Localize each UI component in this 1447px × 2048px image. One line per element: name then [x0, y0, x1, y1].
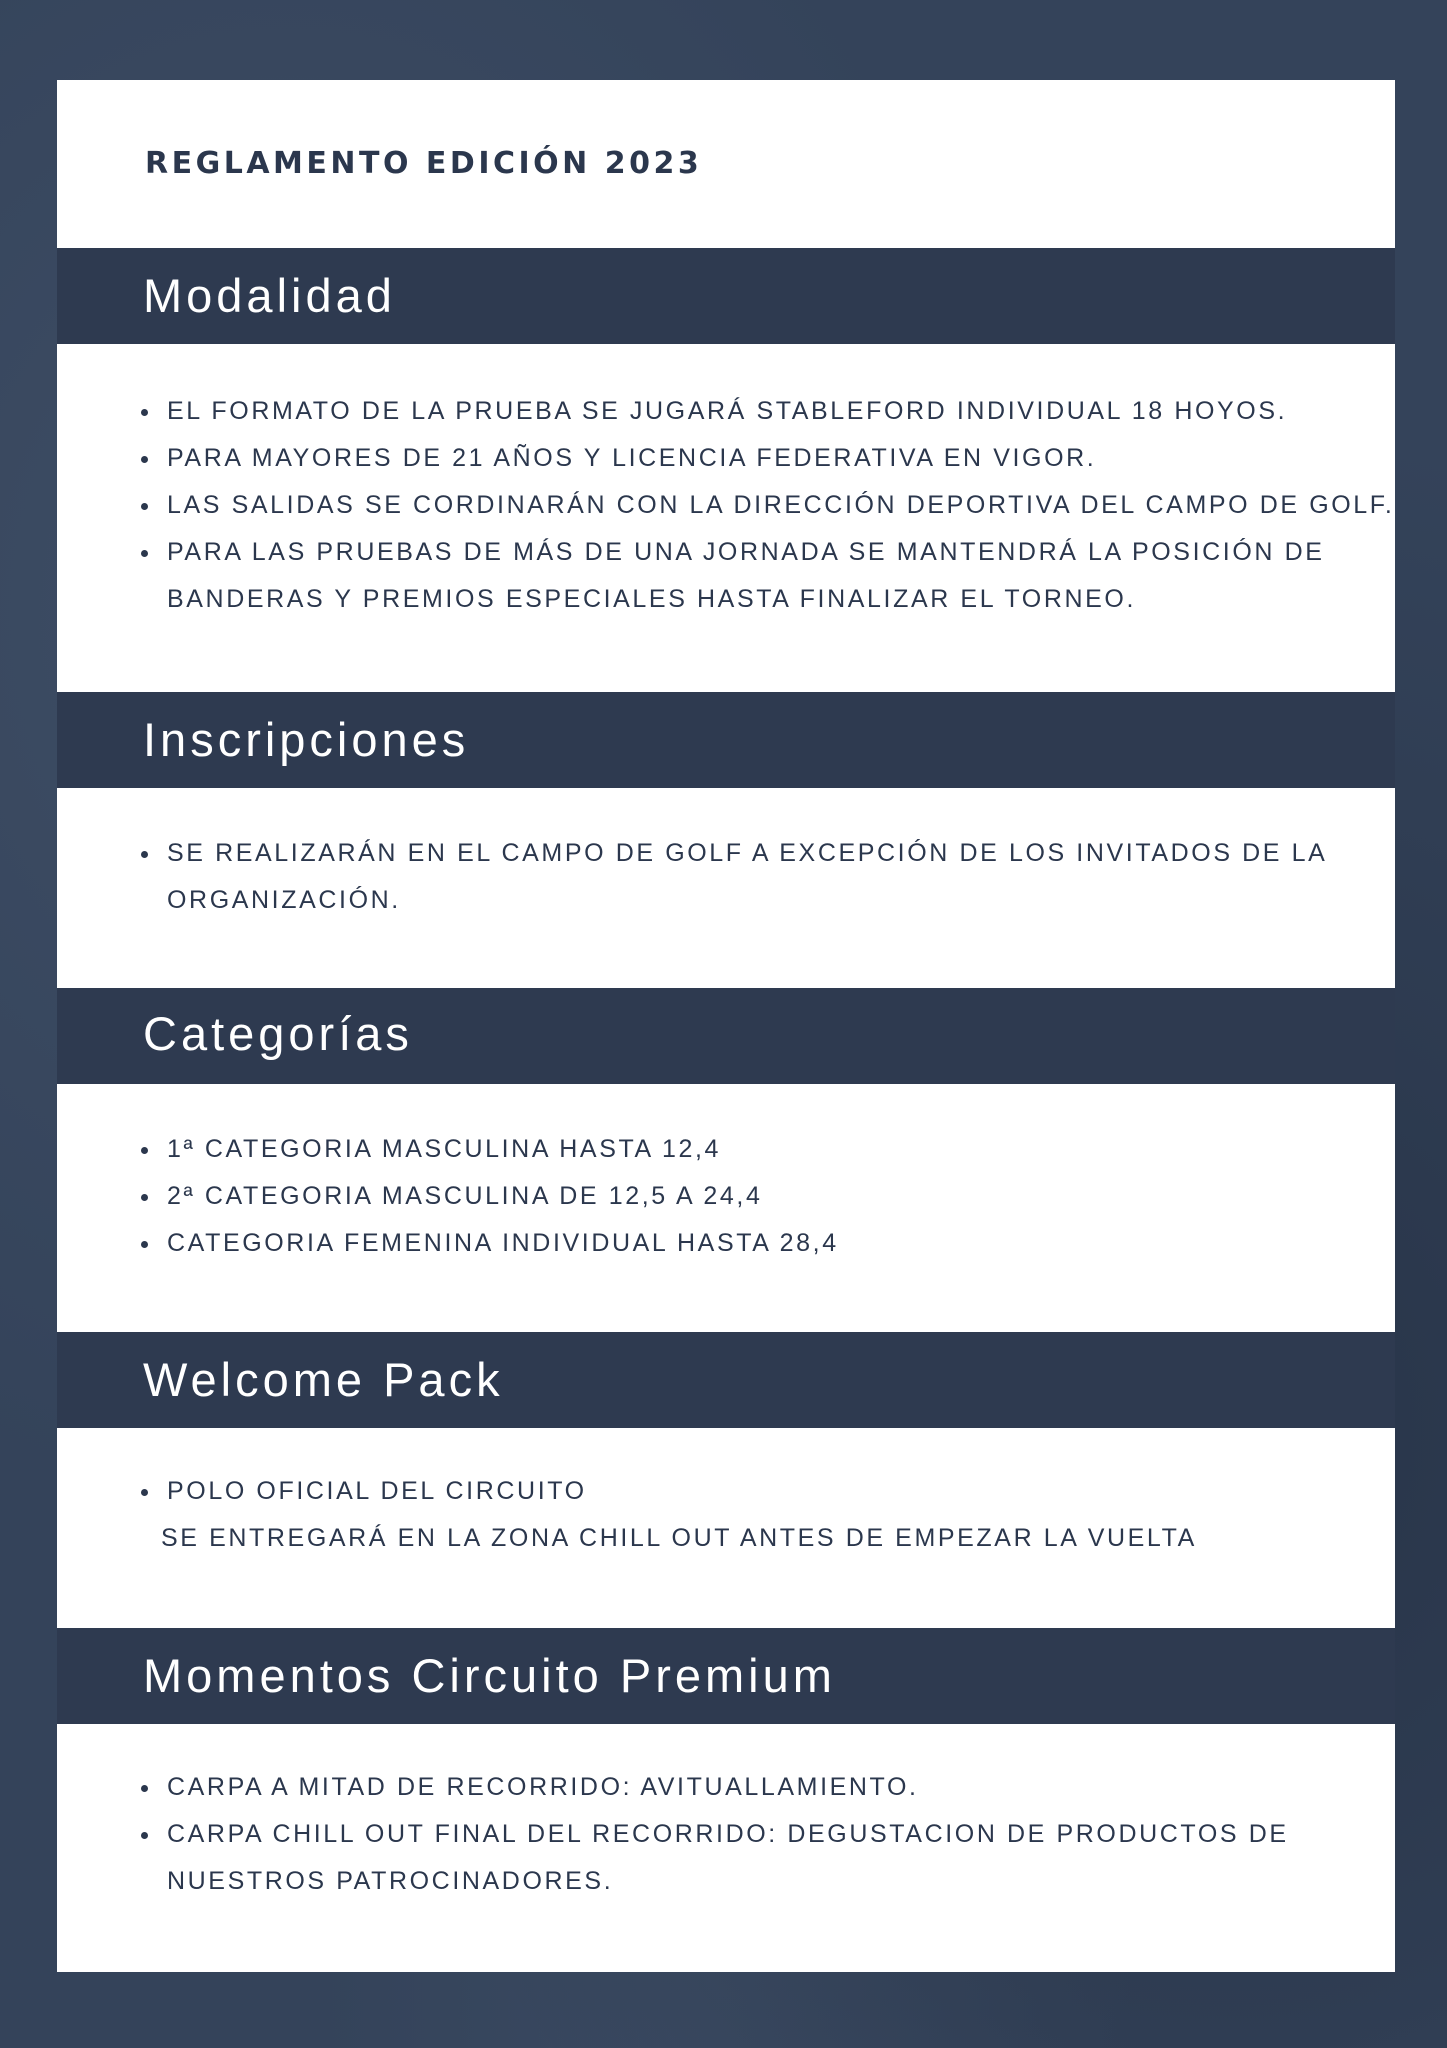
- list-item: [141, 1173, 1355, 1220]
- bullet-icon: [141, 1489, 148, 1496]
- bullet-icon: [141, 409, 148, 416]
- list-item-continuation: [141, 877, 1355, 924]
- list-item-text: EL FORMATO DE LA PRUEBA SE JUGARÁ STABLEFORD INDIVIDUAL 18 HOYOS.: [167, 397, 1288, 425]
- list-item-text: POLO OFICIAL DEL CIRCUITO: [167, 1477, 587, 1505]
- list-item-text: 1ª CATEGORIA MASCULINA HASTA 12,4: [167, 1135, 722, 1163]
- bullet-list: [141, 1126, 1355, 1267]
- list-item: [141, 529, 1355, 576]
- section-heading: Inscripciones: [143, 713, 470, 766]
- section-body-welcome-pack: [57, 1428, 1395, 1628]
- list-item-text: CATEGORIA FEMENINA INDIVIDUAL HASTA 28,4: [167, 1229, 839, 1257]
- list-item-continuation: [141, 576, 1355, 623]
- bullet-icon: [141, 1194, 148, 1201]
- bullet-list: [141, 388, 1395, 623]
- list-item: [141, 388, 1355, 435]
- section-body-modalidad: [57, 344, 1395, 692]
- list-item-text: CARPA CHILL OUT FINAL DEL RECORRIDO: DEGUSTACION DE PRODUCTOS DE: [167, 1820, 1289, 1848]
- bullet-icon: [141, 1832, 148, 1839]
- section-heading: Modalidad: [143, 269, 396, 322]
- list-item: [141, 1764, 1355, 1811]
- list-item: [141, 830, 1355, 877]
- section-header-modalidad: [57, 248, 1395, 344]
- list-item-text: NUESTROS PATROCINADORES.: [167, 1867, 614, 1895]
- list-item-text: LAS SALIDAS SE CORDINARÁN CON LA DIRECCIÓN DEPORTIVA DEL CAMPO DE GOLF.: [167, 491, 1395, 519]
- list-item-text: ORGANIZACIÓN.: [167, 886, 401, 914]
- section-body-inscripciones: [57, 788, 1395, 988]
- bullet-icon: [141, 1785, 148, 1792]
- bullet-icon: [141, 503, 148, 510]
- list-item-text: PARA LAS PRUEBAS DE MÁS DE UNA JORNADA SE MANTENDRÁ LA POSICIÓN DE: [167, 538, 1325, 566]
- bullet-list: [141, 1764, 1355, 1905]
- section-body-categorias: [57, 1084, 1395, 1332]
- list-item: [141, 482, 1395, 529]
- document-title: REGLAMENTO EDICIÓN 2023: [145, 146, 703, 181]
- section-heading: Momentos Circuito Premium: [143, 1649, 836, 1702]
- list-item-text: 2ª CATEGORIA MASCULINA DE 12,5 A 24,4: [167, 1182, 763, 1210]
- bullet-icon: [141, 456, 148, 463]
- welcome-pack-note: SE ENTREGARÁ EN LA ZONA CHILL OUT ANTES DE EMPEZAR LA VUELTA: [161, 1524, 1197, 1552]
- list-item-text: BANDERAS Y PREMIOS ESPECIALES HASTA FINALIZAR EL TORNEO.: [167, 585, 1137, 613]
- section-header-momentos: [57, 1628, 1395, 1724]
- bullet-icon: [141, 1241, 148, 1248]
- section-header-categorias: [57, 988, 1395, 1084]
- list-item-text: SE REALIZARÁN EN EL CAMPO DE GOLF A EXCEPCIÓN DE LOS INVITADOS DE LA: [167, 839, 1328, 867]
- list-item-text: PARA MAYORES DE 21 AÑOS Y LICENCIA FEDERATIVA EN VIGOR.: [167, 444, 1097, 472]
- bullet-list: [141, 830, 1355, 924]
- section-header-inscripciones: [57, 692, 1395, 788]
- list-item: [141, 435, 1355, 482]
- title-panel: [57, 80, 1395, 248]
- list-item: [141, 1811, 1355, 1858]
- bullet-list: [141, 1468, 1355, 1515]
- list-item-text: CARPA A MITAD DE RECORRIDO: AVITUALLAMIENTO.: [167, 1773, 919, 1801]
- bullet-icon: [141, 1147, 148, 1154]
- bullet-icon: [141, 851, 148, 858]
- section-heading: Categorías: [143, 1007, 413, 1060]
- section-body-momentos: [57, 1724, 1395, 1972]
- bullet-icon: [141, 550, 148, 557]
- rules-sheet: [57, 80, 1395, 1972]
- list-item: [141, 1220, 1355, 1267]
- section-header-welcome-pack: [57, 1332, 1395, 1428]
- section-heading: Welcome Pack: [143, 1353, 504, 1406]
- list-item: [141, 1126, 1355, 1173]
- list-item: [141, 1468, 1355, 1515]
- list-item-continuation: [141, 1858, 1355, 1905]
